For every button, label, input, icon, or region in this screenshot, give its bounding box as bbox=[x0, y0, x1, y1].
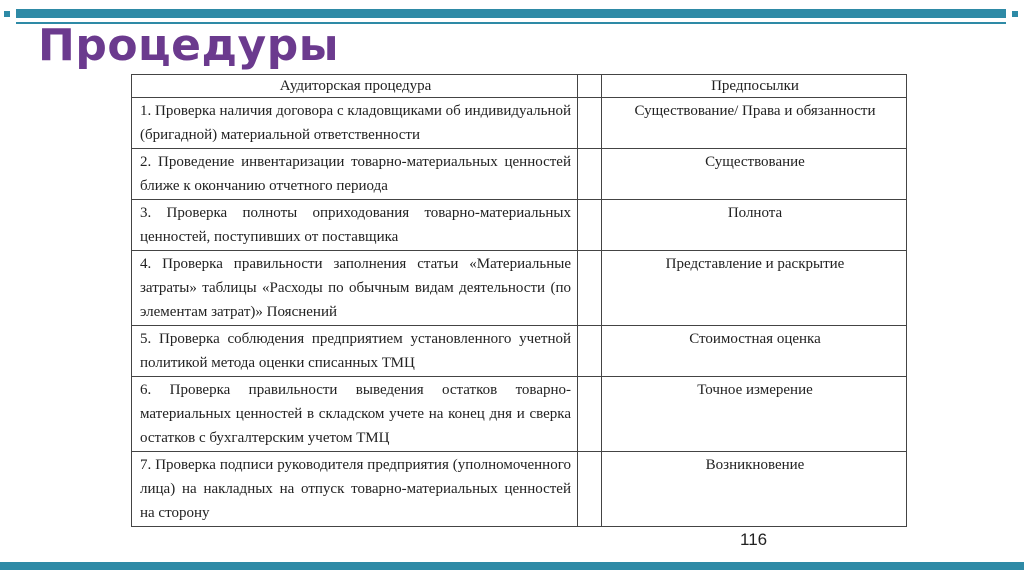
procedure-cell: 4. Проверка правильности заполнения статьи «Материальные затраты» таблицы «Расходы по обычным видам деятельности (по элементам затрат)» Пояснений bbox=[132, 251, 578, 326]
procedures-table bbox=[131, 74, 907, 527]
procedure-cell: 5. Проверка соблюдения предприятием установленного учетной политикой метода оценки списанных ТМЦ bbox=[132, 326, 578, 377]
gap-cell bbox=[578, 251, 602, 326]
top-left-square bbox=[4, 11, 10, 17]
page-number: 116 bbox=[740, 530, 768, 549]
premise-cell: Точное измерение bbox=[602, 377, 907, 452]
gap-cell bbox=[578, 326, 602, 377]
header-premises: Предпосылки bbox=[602, 75, 907, 98]
header-procedure: Аудиторская процедура bbox=[132, 75, 578, 98]
gap-cell bbox=[578, 452, 602, 527]
table-row bbox=[132, 98, 907, 149]
table-header-row bbox=[132, 75, 907, 98]
table-row bbox=[132, 200, 907, 251]
table-row bbox=[132, 149, 907, 200]
bottom-accent-bar bbox=[0, 562, 1024, 570]
top-accent-bar bbox=[16, 9, 1006, 18]
gap-cell bbox=[578, 200, 602, 251]
premise-cell: Стоимостная оценка bbox=[602, 326, 907, 377]
gap-cell bbox=[578, 149, 602, 200]
premise-cell: Существование/ Права и обязанности bbox=[602, 98, 907, 149]
table-row bbox=[132, 326, 907, 377]
gap-cell bbox=[578, 98, 602, 149]
gap-cell bbox=[578, 377, 602, 452]
premise-cell: Представление и раскрытие bbox=[602, 251, 907, 326]
procedure-cell: 7. Проверка подписи руководителя предприятия (уполномоченного лица) на накладных на отпуск товарно-материальных ценностей на сторону bbox=[132, 452, 578, 527]
premise-cell: Существование bbox=[602, 149, 907, 200]
procedure-cell: 1. Проверка наличия договора с кладовщиками об индивидуальной (бригадной) материальной ответственности bbox=[132, 98, 578, 149]
procedure-cell: 2. Проведение инвентаризации товарно-материальных ценностей ближе к окончанию отчетного периода bbox=[132, 149, 578, 200]
table-row bbox=[132, 452, 907, 527]
header-gap-cell bbox=[578, 75, 602, 98]
top-right-square bbox=[1012, 11, 1018, 17]
slide-title: Процедуры bbox=[38, 20, 340, 71]
premise-cell: Возникновение bbox=[602, 452, 907, 527]
table-row bbox=[132, 251, 907, 326]
procedure-cell: 3. Проверка полноты оприходования товарно-материальных ценностей, поступивших от поставщика bbox=[132, 200, 578, 251]
procedure-cell: 6. Проверка правильности выведения остатков товарно-материальных ценностей в складском учете на конец дня и сверка остатков с бухгалтерским учетом ТМЦ bbox=[132, 377, 578, 452]
premise-cell: Полнота bbox=[602, 200, 907, 251]
table-row bbox=[132, 377, 907, 452]
